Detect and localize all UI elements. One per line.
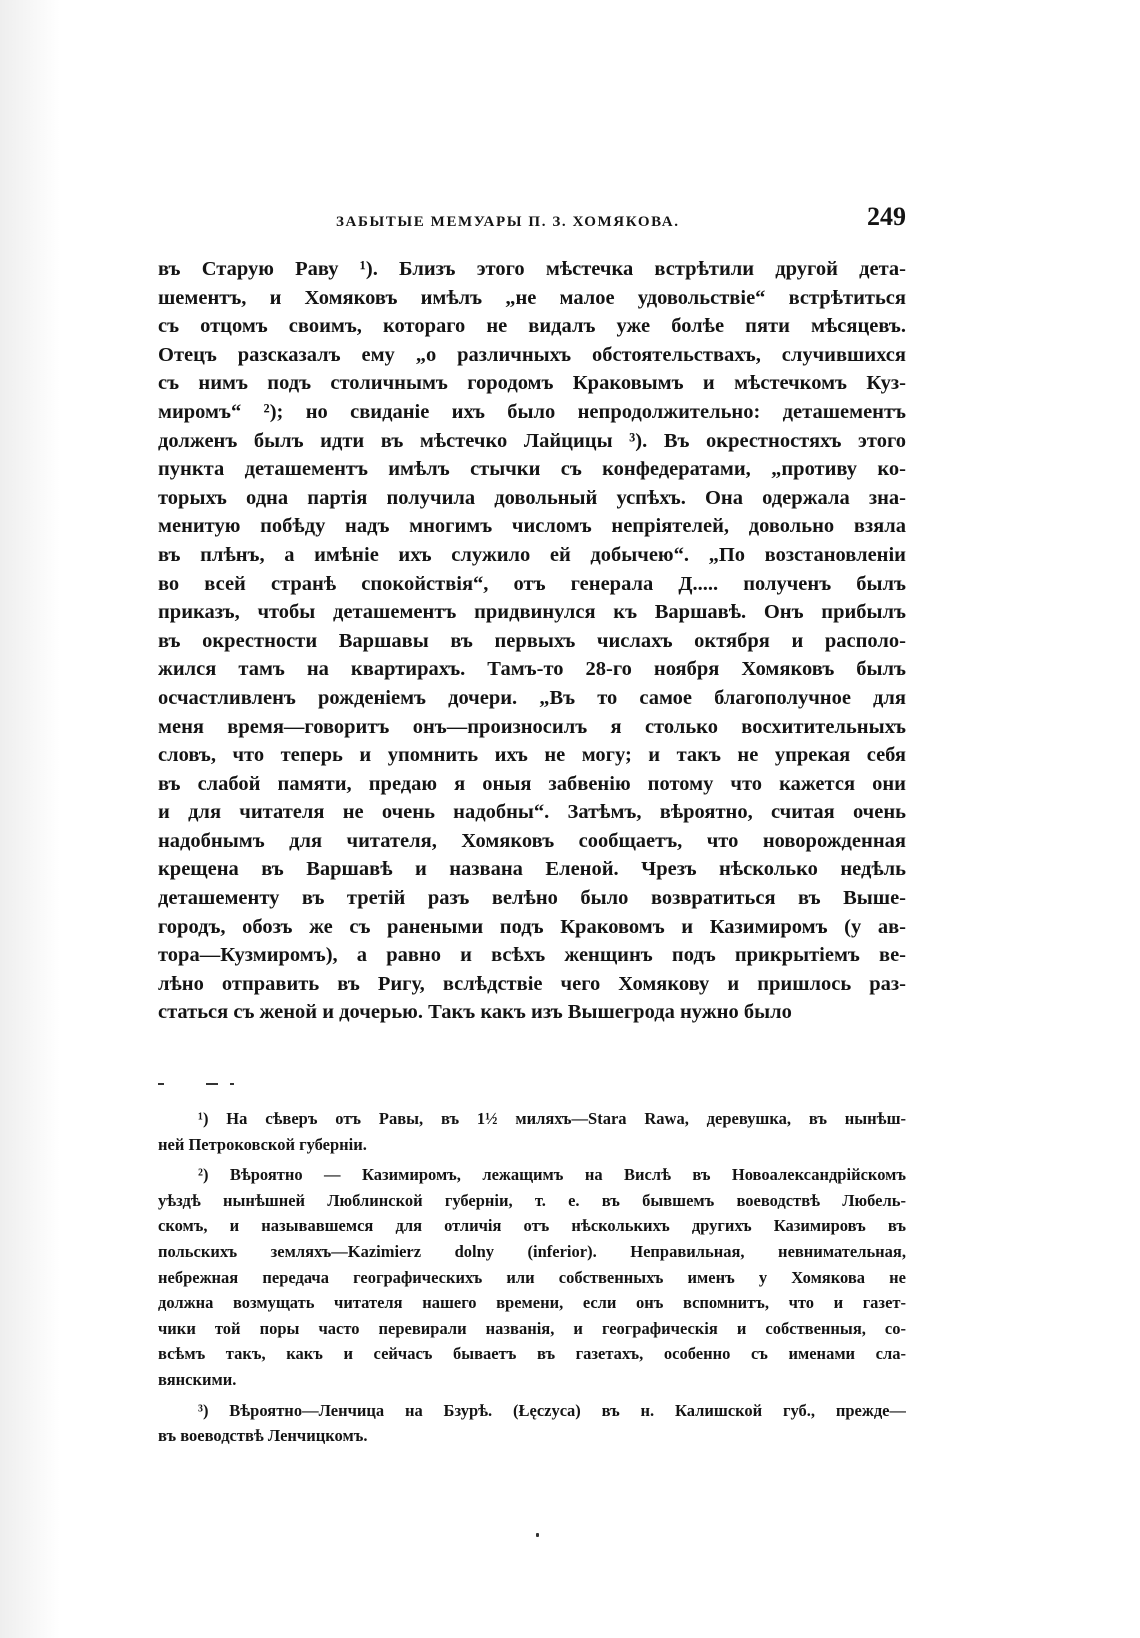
footnote-line: польскихъ земляхъ—Kazimierz dolny (inferior). Неправильная, невнимательная, — [158, 1241, 906, 1261]
footnote-line: должна возмущать читателя нашего времени, если онъ вспомнитъ, что и газет- — [158, 1293, 906, 1313]
text-line: съ нимъ подъ столичнымъ городомъ Краковымъ и мѣстечкомъ Куз- — [158, 372, 906, 395]
text-line: крещена въ Варшавѣ и названа Еленой. Чрезъ нѣсколько недѣль — [158, 858, 906, 881]
footnote-line: ней Петроковской губерніи. — [158, 1134, 367, 1154]
text-line: шементъ, и Хомяковъ имѣлъ „не малое удовольствіе“ встрѣтиться — [158, 286, 906, 309]
footnote-line: небрежная передача географическихъ или собственныхъ именъ у Хомякова не — [158, 1267, 906, 1287]
footnote-1 — [158, 1106, 906, 1157]
text-line: миромъ“ ²); но свиданіе ихъ было непродолжительно: деташементъ — [158, 400, 906, 423]
text-line: долженъ былъ идти въ мѣстечко Лайцицы ³). Въ окрестностяхъ этого — [158, 429, 906, 452]
text-line: жился тамъ на квартирахъ. Тамъ-то 28-го ноября Хомяковъ былъ — [158, 658, 906, 681]
footnote-line: ²) Вѣроятно — Казимиромъ, лежащимъ на Вислѣ въ Новоалександрійскомъ — [198, 1165, 906, 1185]
text-line: въ Старую Раву ¹). Близъ этого мѣстечка встрѣтили другой дета- — [158, 258, 906, 280]
text-line: деташементу въ третій разъ велѣно было возвратиться въ Выше- — [158, 887, 906, 910]
page-number: 249 — [867, 202, 906, 231]
text-line: надобнымъ для читателя, Хомяковъ сообщаетъ, что новорожденная — [158, 829, 906, 852]
footnote-line: скомъ, и называвшемся для отличія отъ нѣсколькихъ другихъ Казимировъ въ — [158, 1216, 906, 1236]
footnote-2 — [158, 1162, 906, 1392]
text-line: въ плѣнъ, а имѣніе ихъ служило ей добычею“. „По возстановленіи — [158, 543, 906, 566]
main-text — [158, 255, 906, 1027]
print-speck — [536, 1533, 539, 1537]
text-line: словъ, что теперь и упомнить ихъ не могу; и такъ не упрекая себя — [158, 744, 906, 767]
footnotes — [158, 1106, 906, 1454]
footnote-3 — [158, 1398, 906, 1449]
text-line: во всей странѣ спокойствія“, отъ генерала Д..... полученъ былъ — [158, 572, 906, 595]
text-line: и для читателя не очень надобны“. Затѣмъ, вѣроятно, считая очень — [158, 801, 906, 824]
text-line: статься съ женой и дочерью. Такъ какъ изъ Вышегрода нужно было — [158, 1001, 792, 1024]
text-line: городъ, обозъ же съ ранеными подъ Краковомъ и Казимиромъ (у ав- — [158, 915, 906, 938]
footnote-line: ¹) На сѣверъ отъ Равы, въ 1½ миляхъ—Stara Rawa, деревушка, въ нынѣш- — [198, 1109, 906, 1128]
page-header — [158, 202, 906, 242]
text-line: меня время—говоритъ онъ—произносилъ я столько восхитительныхъ — [158, 715, 906, 738]
footnote-line: ³) Вѣроятно—Ленчица на Бзурѣ. (Łęczyca) въ н. Калишской губ., прежде— — [198, 1400, 906, 1420]
text-line: Отецъ разсказалъ ему „о различныхъ обстоятельствахъ, случившихся — [158, 343, 906, 366]
text-line: осчастливленъ рожденіемъ дочери. „Въ то самое благополучное для — [158, 686, 906, 709]
footnote-line: въ воеводствѣ Ленчицкомъ. — [158, 1426, 368, 1446]
text-line: тора—Кузмиромъ), а равно и всѣхъ женщинъ подъ прикрытіемъ ве- — [158, 944, 906, 967]
page-edge-shade — [0, 0, 60, 1638]
text-line: торыхъ одна партія получила довольный успѣхъ. Она одержала зна- — [158, 486, 906, 509]
text-line: приказъ, чтобы деташементъ придвинулся къ Варшавѣ. Онъ прибылъ — [158, 601, 906, 624]
text-line: въ окрестности Варшавы въ первыхъ числахъ октября и располо- — [158, 629, 906, 652]
text-line: съ отцомъ своимъ, котораго не видалъ уже болѣе пяти мѣсяцевъ. — [158, 315, 906, 338]
text-line: въ слабой памяти, предаю я оныя забвенію потому что кажется они — [158, 772, 906, 795]
footnote-line: чики той поры часто перевирали названія, и географическія и собственныя, со- — [158, 1318, 906, 1338]
footnote-line: вянскими. — [158, 1369, 237, 1389]
footnote-line: уѣздѣ нынѣшней Люблинской губерніи, т. е. въ бывшемъ воеводствѣ Любель- — [158, 1190, 906, 1210]
text-line: пункта деташементъ имѣлъ стычки съ конфедератами, „противу ко- — [158, 458, 906, 481]
print-separator-marks — [158, 1080, 906, 1088]
running-title: ЗАБЫТЫЕ МЕМУАРЫ П. З. ХОМЯКОВА. — [336, 214, 680, 230]
text-line: лѣно отправить въ Ригу, вслѣдствіе чего Хомякову и пришлось раз- — [158, 972, 906, 995]
footnote-line: всѣмъ такъ, какъ и сейчасъ бываетъ въ газетахъ, особенно съ именами сла- — [158, 1344, 906, 1364]
text-line: менитую побѣду надъ многимъ числомъ непріятелей, довольно взяла — [158, 515, 906, 538]
